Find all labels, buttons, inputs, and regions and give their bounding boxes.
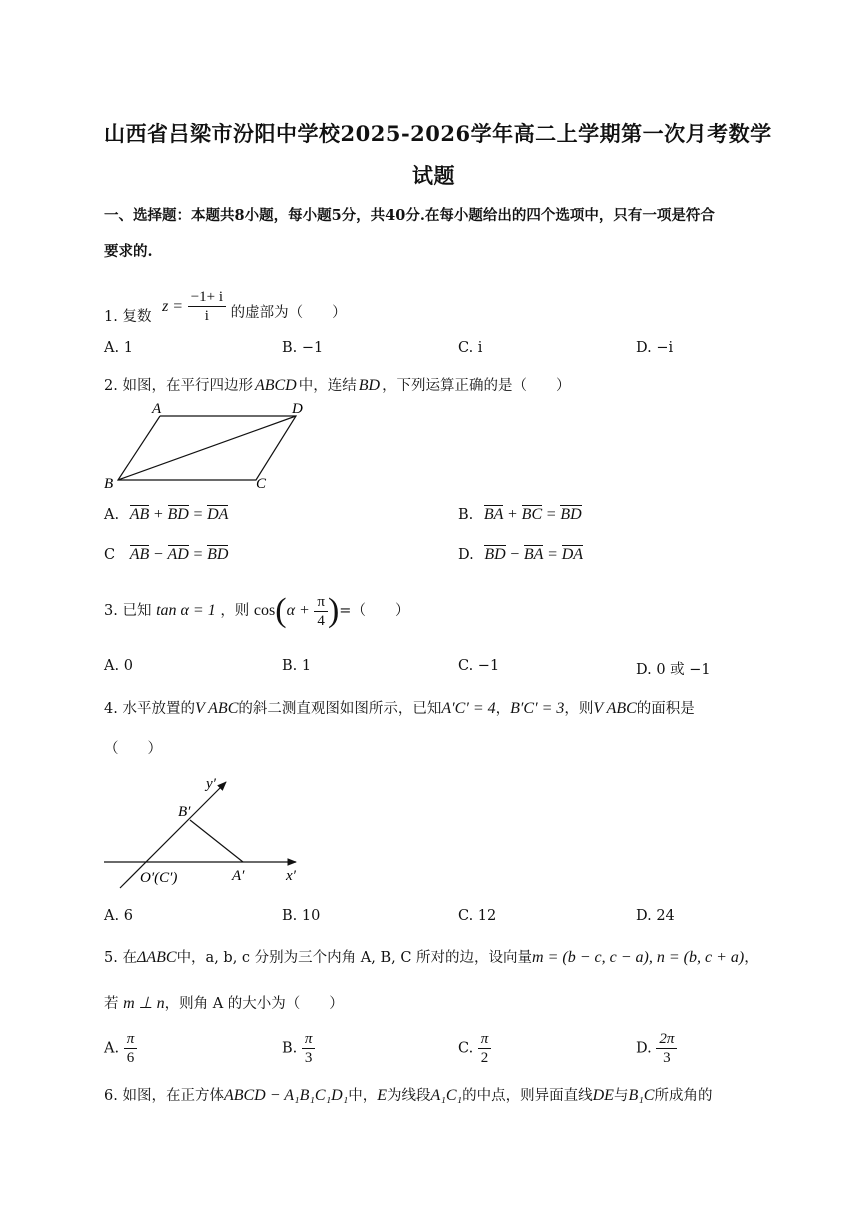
- q1-suffix: 的虚部为（ ）: [230, 304, 347, 321]
- q3-tail: =（ ）: [339, 603, 410, 619]
- q4-segment-ba: [190, 820, 243, 862]
- q4-text-d: 的面积是: [636, 701, 695, 717]
- q3-left-paren: (: [275, 592, 287, 629]
- q4-option-d: D. 24: [636, 908, 675, 924]
- question-5: [104, 946, 759, 967]
- q2-option-d-vec3: DA: [561, 546, 584, 563]
- q2-option-c-letter: C: [104, 547, 116, 563]
- q1-option-b: B. −1: [282, 340, 324, 356]
- q6-text-f: 所成角的: [654, 1088, 713, 1104]
- q2-option-c-eq: =: [193, 546, 203, 563]
- section-header: 一、选择题：本题共8小题，每小题5分，共40分.在每小题给出的四个选项中，只有一项是符合: [104, 207, 715, 224]
- q4-label-a: A′: [232, 868, 245, 884]
- q2-label-c: C: [256, 476, 267, 492]
- q6-text-b: 中，: [348, 1088, 378, 1104]
- q5-line2-a: 若: [104, 996, 119, 1012]
- q6-e: E: [377, 1087, 388, 1104]
- q2-option-a-op: +: [153, 506, 163, 523]
- q2-option-d-vec1: BD: [484, 546, 506, 563]
- q5-line1-b: 中，a, b, c 分别为三个内角 A, B, C 所对的边，设向量: [176, 950, 533, 966]
- q2-option-b: [458, 505, 582, 524]
- q2-label-d: D: [292, 401, 303, 417]
- q5-option-b: [282, 1030, 315, 1067]
- page-title-continued: 试题: [412, 163, 455, 188]
- q5-option-b-fraction: [302, 1030, 316, 1067]
- q5-option-c-num: π: [478, 1030, 492, 1049]
- question-3: [104, 592, 409, 630]
- q2-option-b-letter: B.: [458, 507, 474, 523]
- q4-ac: A′C′ = 4: [441, 700, 496, 717]
- q5-option-d: [636, 1030, 677, 1067]
- q6-b1c: B₁C: [628, 1087, 655, 1104]
- q4-triangle-2: V ABC: [593, 700, 637, 717]
- q2-parallelogram-figure: [100, 398, 320, 494]
- q3-prefix: 3. 已知: [104, 603, 152, 619]
- q2-option-a-vec1: AB: [129, 506, 150, 523]
- q3-alpha-plus: α +: [286, 602, 310, 619]
- q1-option-d: D. −i: [636, 340, 674, 356]
- q3-condition: tan α = 1: [156, 602, 216, 619]
- q5-option-c-letter: C.: [458, 1040, 474, 1057]
- q6-segment: A₁C₁: [430, 1087, 463, 1104]
- q5-vector-defs: m = (b − c, c − a), n = (b, c + a): [532, 949, 745, 966]
- q2-option-c: [104, 545, 228, 564]
- q5-option-b-letter: B.: [282, 1040, 298, 1057]
- q2-option-d-letter: D.: [458, 547, 474, 563]
- q1-fraction-denominator: i: [204, 308, 209, 324]
- q1-option-a: A. 1: [104, 340, 133, 356]
- q5-option-c-den: 2: [480, 1050, 489, 1066]
- q1-fraction-numerator: −1+ i: [188, 288, 226, 307]
- q4-comma: ，: [495, 701, 511, 717]
- q4-label-o: O′(C′): [140, 870, 178, 886]
- q2-option-b-eq: =: [546, 506, 556, 523]
- q2-option-c-op: −: [153, 546, 163, 563]
- q5-option-b-num: π: [302, 1030, 316, 1049]
- q4-bc: B′C′ = 3: [510, 700, 565, 717]
- question-2: [104, 374, 571, 395]
- q5-option-c-fraction: [478, 1030, 492, 1067]
- q2-abcd: ABCD: [254, 377, 297, 394]
- q4-text-b: 的斜二测直观图如图所示，已知: [238, 701, 442, 717]
- q6-text-d: 的中点，则异面直线: [462, 1088, 593, 1104]
- page-title: 山西省吕梁市汾阳中学校2025-2026学年高二上学期第一次月考数学: [104, 121, 772, 146]
- q5-option-b-den: 3: [304, 1050, 313, 1066]
- q3-option-b: B. 1: [282, 658, 312, 674]
- q2-option-b-vec3: BD: [560, 506, 582, 523]
- q1-prefix: 1. 复数: [104, 308, 152, 325]
- q2-option-a-eq: =: [193, 506, 203, 523]
- q2-label-a: A: [152, 401, 162, 417]
- q4-answer-paren: （ ）: [104, 741, 162, 757]
- q2-option-a: [104, 505, 228, 524]
- q4-triangle-1: V ABC: [194, 700, 239, 717]
- q5-perp: m ⊥ n: [123, 995, 165, 1012]
- q5-option-d-den: 3: [663, 1050, 671, 1066]
- question-4: [104, 697, 695, 718]
- q2-option-a-vec3: DA: [207, 506, 229, 523]
- question-5-line-2: [104, 992, 344, 1013]
- q1-option-c: C. i: [458, 340, 483, 356]
- q1-z-eq: z =: [162, 297, 184, 315]
- q2-option-a-vec2: BD: [167, 506, 189, 523]
- q5-option-a-num: π: [124, 1030, 138, 1049]
- q5-option-d-num: 2π: [656, 1030, 677, 1049]
- q4-text-c: ，则: [564, 701, 594, 717]
- q4-label-x: x′: [286, 868, 296, 884]
- q3-fraction: [314, 593, 328, 630]
- q4-option-b: B. 10: [282, 908, 321, 924]
- q5-option-a-fraction: [124, 1030, 138, 1067]
- q3-fraction-denominator: 4: [317, 612, 325, 629]
- q3-mid: ，则: [220, 603, 250, 619]
- q2-text-c: ，下列运算正确的是（ ）: [382, 378, 571, 394]
- question-1: [104, 288, 347, 325]
- q2-option-b-op: +: [508, 506, 518, 523]
- q3-right-paren: ): [327, 592, 340, 629]
- q2-text-b: 中，连结: [298, 378, 357, 394]
- q6-text-e: 与: [613, 1088, 629, 1104]
- q6-text-a: 6. 如图，在正方体: [104, 1088, 224, 1104]
- q4-option-c: C. 12: [458, 908, 497, 924]
- q5-line1-c: ，: [744, 950, 759, 966]
- question-6: [104, 1084, 712, 1105]
- q6-de: DE: [592, 1087, 614, 1104]
- q5-option-d-fraction: [656, 1030, 677, 1067]
- q2-option-d-op: −: [510, 546, 520, 563]
- q2-option-c-vec1: AB: [129, 546, 150, 563]
- q5-option-a-den: 6: [126, 1050, 135, 1066]
- q5-option-a-letter: A.: [104, 1040, 120, 1057]
- q5-option-d-letter: D.: [636, 1040, 652, 1057]
- q3-option-d: D. 0 或 −1: [636, 662, 711, 678]
- q2-option-d: [458, 545, 583, 564]
- q6-cube: ABCD − A₁B₁C₁D₁: [223, 1087, 349, 1104]
- q4-oblique-figure: [100, 770, 320, 895]
- q5-line1-a: 5. 在: [104, 950, 137, 966]
- q2-text-a: 2. 如图，在平行四边形: [104, 378, 253, 394]
- q2-option-b-vec1: BA: [483, 506, 504, 523]
- q2-option-c-vec3: BD: [207, 546, 229, 563]
- q5-option-a: [104, 1030, 137, 1067]
- q4-option-a: A. 6: [104, 908, 133, 924]
- section-header-continued: 要求的.: [104, 243, 153, 260]
- q4-label-y: y′: [206, 776, 216, 792]
- q3-option-a: A. 0: [104, 658, 133, 674]
- q5-line2-b: ，则角 A 的大小为（ ）: [164, 996, 344, 1012]
- q2-option-a-letter: A.: [104, 507, 120, 523]
- q5-option-c: [458, 1030, 491, 1067]
- q2-option-c-vec2: AD: [167, 546, 189, 563]
- q5-triangle: ΔABC: [136, 949, 177, 966]
- q2-bd: BD: [358, 377, 381, 394]
- q2-diagonal-bd: [118, 416, 296, 480]
- q3-cos: cos: [253, 602, 276, 619]
- q3-option-c: C. −1: [458, 658, 500, 674]
- q1-fraction: [188, 288, 226, 325]
- q2-label-b: B: [104, 476, 114, 492]
- q2-option-d-vec2: BA: [523, 546, 544, 563]
- q2-option-d-eq: =: [548, 546, 558, 563]
- q4-text-a: 4. 水平放置的: [104, 701, 195, 717]
- q6-text-c: 为线段: [387, 1088, 431, 1104]
- q3-fraction-numerator: π: [314, 593, 328, 612]
- q2-option-b-vec2: BC: [521, 506, 543, 523]
- q4-label-b: B′: [178, 804, 191, 820]
